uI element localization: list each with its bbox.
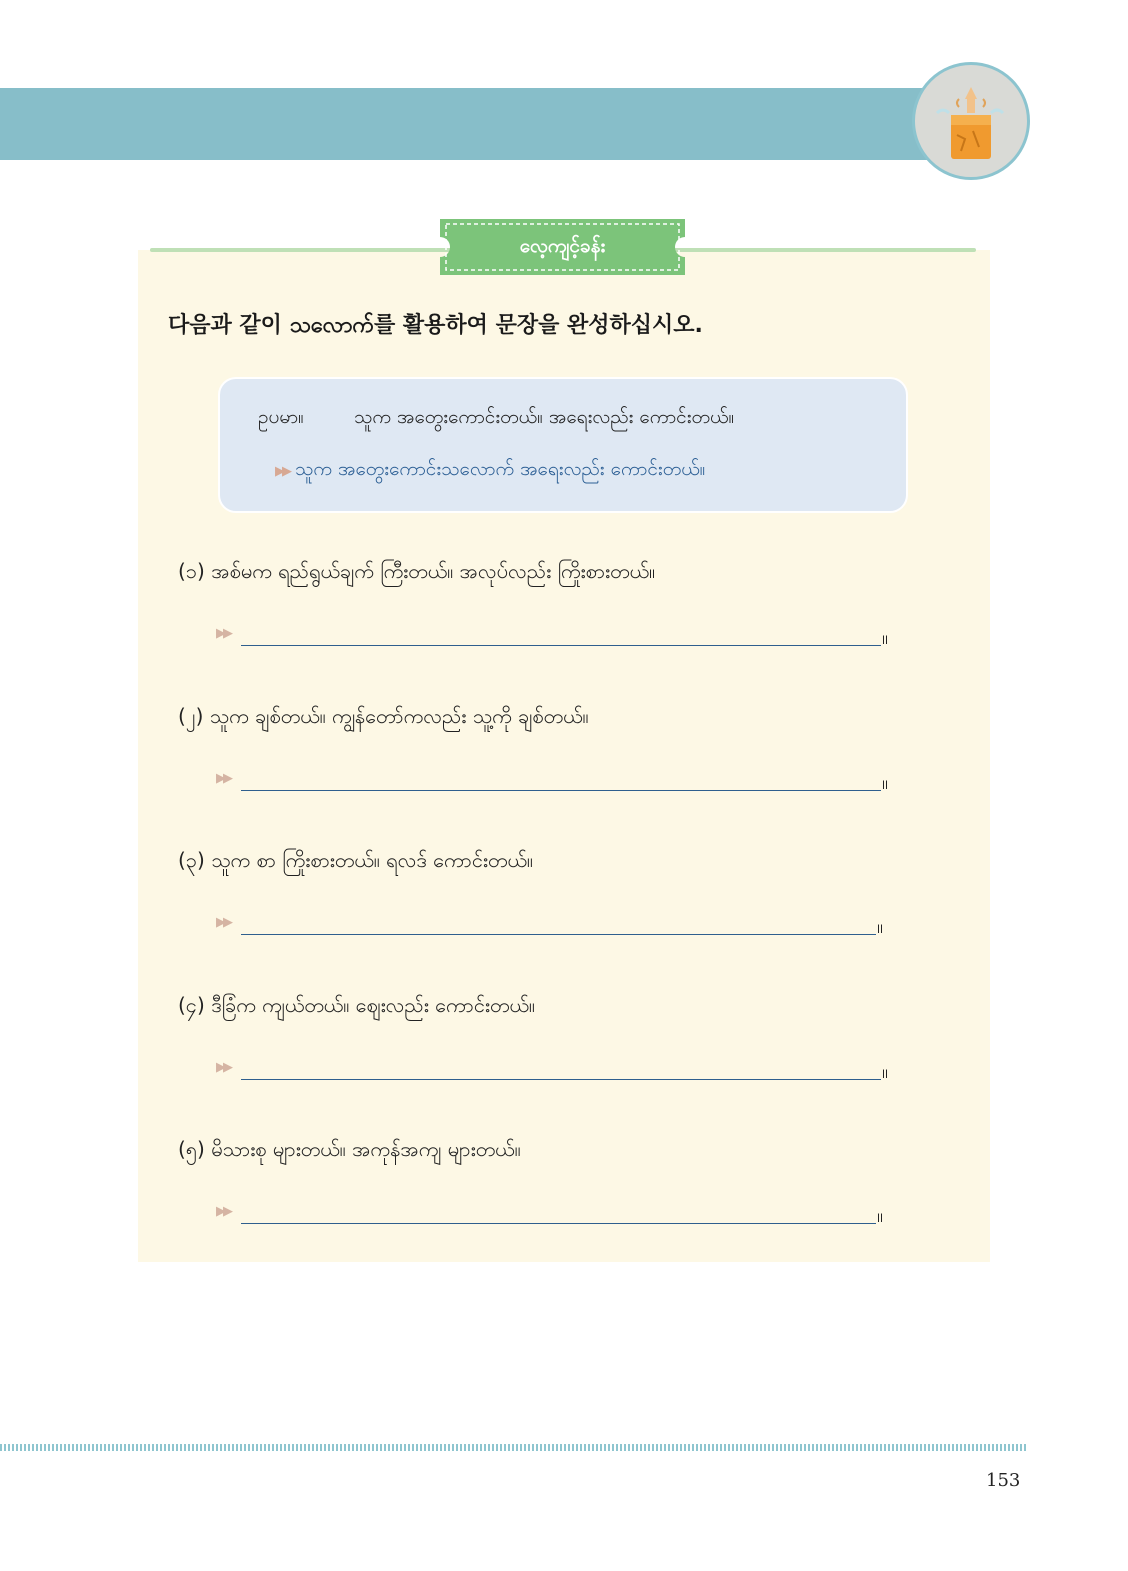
footer-divider bbox=[0, 1444, 1026, 1451]
answer-blank-2[interactable] bbox=[241, 790, 881, 791]
example-answer-text: သူက အတွေးကောင်းသလောက် အရေးလည်း ကောင်းတယ်။ bbox=[295, 458, 706, 480]
answer-blank-4[interactable] bbox=[241, 1079, 881, 1080]
double-arrow-icon: ▶▶ bbox=[216, 1204, 230, 1219]
pagoda-emblem-icon bbox=[912, 62, 1030, 180]
answer-end-mark: ။ bbox=[877, 1203, 884, 1227]
exercise-instruction: 다음과 같이 သလောက်를 활용하여 문장을 완성하십시오. bbox=[168, 313, 703, 338]
answer-row-2 bbox=[216, 767, 896, 797]
answer-end-mark: ။ bbox=[877, 914, 884, 938]
double-arrow-icon: ▶▶ bbox=[216, 1060, 230, 1075]
header-band bbox=[0, 88, 960, 160]
question-3: (၃) သူက စာ ကြိုးစားတယ်။ ရလဒ် ကောင်းတယ်။ bbox=[178, 848, 533, 872]
answer-blank-3[interactable] bbox=[241, 934, 876, 935]
example-label: ဥပမာ။ bbox=[258, 406, 304, 428]
answer-blank-5[interactable] bbox=[241, 1223, 876, 1224]
page-number: 153 bbox=[986, 1470, 1021, 1491]
answer-blank-1[interactable] bbox=[241, 645, 881, 646]
double-arrow-icon: ▶▶ bbox=[216, 626, 230, 641]
double-arrow-icon: ▶▶ bbox=[216, 915, 230, 930]
answer-row-5 bbox=[216, 1200, 896, 1230]
question-2: (၂) သူက ချစ်တယ်။ ကျွန်တော်ကလည်း သူ့ကို ချစ်တယ်။ bbox=[178, 704, 589, 728]
example-box bbox=[218, 377, 908, 513]
section-tag bbox=[440, 219, 685, 275]
answer-row-1 bbox=[216, 622, 896, 652]
answer-end-mark: ။ bbox=[882, 770, 889, 794]
double-arrow-icon: ▶▶ bbox=[275, 464, 289, 479]
answer-end-mark: ။ bbox=[882, 1059, 889, 1083]
section-tag-label: လေ့ကျင့်ခန်း bbox=[519, 235, 606, 257]
example-answer bbox=[275, 457, 705, 485]
double-arrow-icon: ▶▶ bbox=[216, 771, 230, 786]
question-5: (၅) မိသားစု များတယ်။ အကုန်အကျ များတယ်။ bbox=[178, 1137, 521, 1161]
answer-row-3 bbox=[216, 911, 896, 941]
example-sentence: သူက အတွေးကောင်းတယ်။ အရေးလည်း ကောင်းတယ်။ bbox=[354, 406, 735, 428]
question-1: (၁) အစ်မက ရည်ရွယ်ချက် ကြီးတယ်။ အလုပ်လည်း ကြိုးစားတယ်။ bbox=[178, 559, 656, 583]
answer-end-mark: ။ bbox=[882, 625, 889, 649]
answer-row-4 bbox=[216, 1056, 896, 1086]
question-4: (၄) ဒီခြံက ကျယ်တယ်။ ဈေးလည်း ကောင်းတယ်။ bbox=[178, 993, 535, 1017]
